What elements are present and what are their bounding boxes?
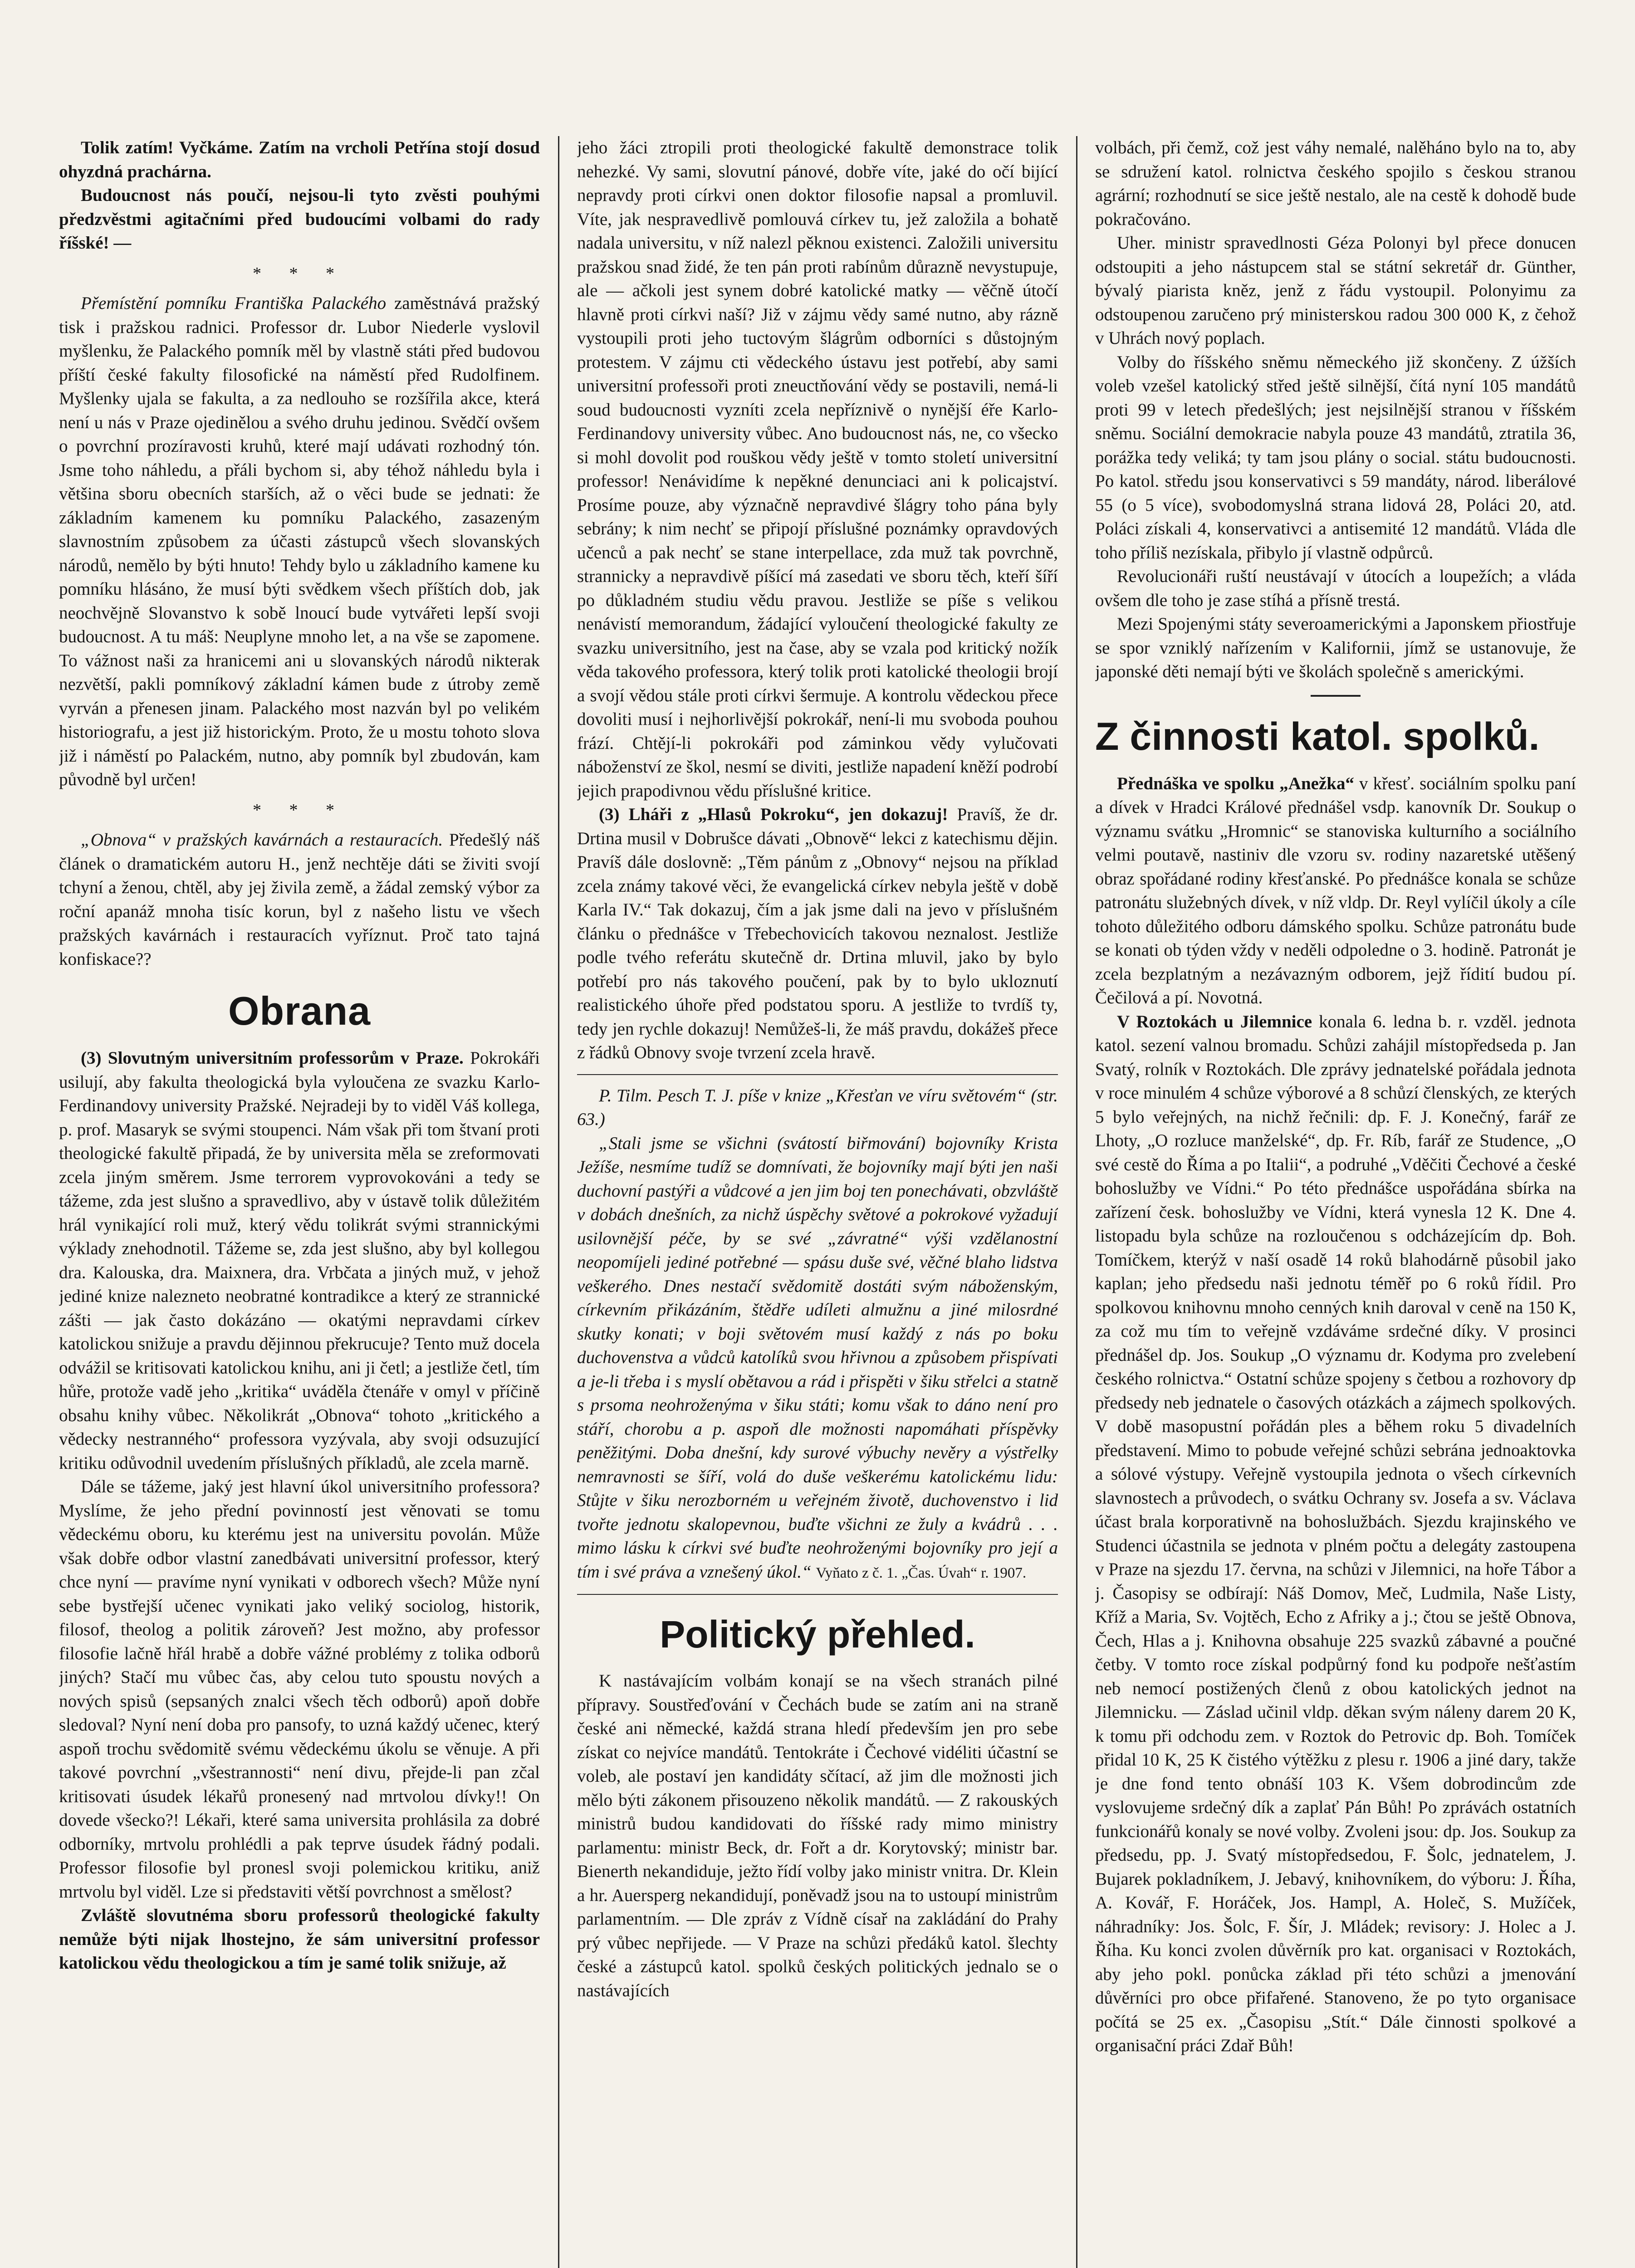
- german-elections-article: Volby do říšského sněmu německého již skončeny. Z úžších voleb vzešel katolický střed ještě silnější, čítá nyní 105 mandátů proti 99 v letech předešlých; jest nejsilnější stranou v říšském sněmu. Sociální demokracie nabyla pouze 43 mandátů, ztratila 36, porážka tedy veliká; ty tam jsou plány o social. státu budoucnosti. Po katol. středu jsou konservativci s 59 mandáty, národ. liberálové 55 (o 5 více), svobodomyslná strana lidová 28, Poláci 20, atd. Poláci získali 4, konservativci a antisemité 12 mandátů. Vláda dle toho příliš nezískala, přibylo jí vlastně odpůrců.: [1095, 352, 1576, 562]
- quote-text: [577, 1132, 1058, 1585]
- column-divider-1: [558, 136, 559, 2268]
- palacky-body: zaměstnává pražský tisk i pražskou radnici. Professor dr. Lubor Niederle vyslovil myšlenku, že Palackého pomník měl by vlastně státi před budovou příští české fakulty filosofické na náměstí před Rudolfinem. Myšlenky ujala se fakulta, a za nedlouho se rozšířila akce, která není u nás v Praze ojedinělou a svého druhu jedinou. Svědčí ovšem o povrchní prozíravosti kruhů, které mají udávati rozhodný tón. Jsme toho náhledu, a přáli bychom si, aby téhož náhledu byla i většina sboru obecních starších, až o věci bude se jednati: že základním kamenem ku pomníku Palackého, zasazeným slavnostním způsobem za účasti zástupců všech slovanských národů, nemělo by býti hnuto! Tehdy bylo u základního kamene ku pomníku hlásáno, že musí býti svědkem všech příštích dob, jak neochvějně Slovanstvo k sobě lnoucí bude vytvářeti lepší svoji budoucnost. A tu máš: Neuplyne mnoho let, a na vše se zapomene. To vážnost naši za hranicemi ani u slovanských národů nikterak nezvětší, pakli pomníkový základní kámen bude z útroby země vyrván a přenesen jinam. Palackého most nazván byl po velikém historiografu, a jest již historickým. Proto, že u mostu tohoto slova již i náměstí po Palackém, nutno, aby pomník byl zbudován, kam původně byl určen!: [59, 293, 540, 789]
- separator-stars: * * *: [253, 264, 346, 283]
- hlasy-pokroku-body: Pravíš, že dr. Drtina musil v Dobrušce dávati „Obnově“ lekci z katechismu dějin. Pravíš dále doslovně: „Těm pánům z „Obnovy“ nejsou na příklad zcela známy takové věci, že evangelická církev nebyla ještě v době Karla IV.“ Tak dokazuj, čím a jak jsme dali na jevo v příslušném článku o přednášce v Třebechovicích takovou neznalost. Jestliže podle tvého referátu skutečně dr. Drtina mluvil, jako by bylo potřebí pro nás takového poučení, pak by to bylo ukloznutí realistického úhoře před podstatou sporu. A jestliže to tvrdíš ty, tedy jen rychle dokazuj! Nemůžeš-li, že máš pravdu, dokážeš přece z řádků Obnovy svoje tvrzení zcela hravě.: [577, 805, 1058, 1062]
- professors-article-continued: jeho žáci ztropili proti theologické fakultě demonstrace tolik nehezké. Vy sami, slovutní pánové, dobře víte, jaké do očí bijící nepravdy proti církvi onen doktor filosofie napsal a promluvil. Víte, jak nespravedlivě pomlouvá církev tu, jež založila a bohatě nadala universitu, v níž nalezl pěknou existenci. Založili universitu pražskou snad židé, že ten pán proti rabínům důrazně nevystupuje, ale — ačkoli jest synem dobré katolické matky — věčně útočí hlavně proti církvi naší? Již v zájmu vědy samé nutno, aby rázně vystoupili proti jeho tuctovým šlágrům odborníci s důstojným protestem. V zájmu cti vědeckého ústavu jest potřebí, aby sami universitní professoři proti zneuctňování vědy se postavili, nemá-li soud budoucnosti vyzníti zcela nepříznivě o nynější éře Karlo-Ferdinandovy university vůbec. Ano budoucnost nás, ne, co všecko si mohl dovolit pod rouškou vědy ještě v tomto století universitní professor! Nenávidíme k nepěkné denunciaci ani k policajství. Prosíme pouze, aby význačně nepravdivé šlágry toho pána byly sebrány; k nim nechť se připojí příslušné poznámky opravdových učenců a pak nechť se stane interpellace, zda muž tak povrchně, strannicky a nepravdivě píšící má zasedati ve sboru těch, kteří šíří po důkladném studiu vědu pravou. Jestliže se píše s velikou nenávistí memorandum, žádající vyloučení theologické fakulty ze svazku universitního, jest na čase, aby se vzala pod kritický nožík věda takového professora, který tolik proti katolické theologii brojí a svojí vědou stále proti církvi šermuje. A kontrolu vědeckou přece dovoliti musí i nejhorlivější pokrokář, není-li mu svoboda pouhou frází. Chtějí-li pokrokáři pod záminkou vědy vylučovati náboženství ze škol, nesmí se diviti, jestliže napadení kněží podrobí jejich prapodivnou vědu příslušné kritice.: [577, 138, 1058, 801]
- quote-bottom-rule: [577, 1594, 1058, 1595]
- section-title-politicky-prehled: Politický přehled.: [660, 1613, 975, 1656]
- theology-lead: Zvláště slovutnéma sboru professorů theologické fakulty nemůže býti nijak lhostejno,: [59, 1906, 540, 1949]
- petrin-note: [59, 136, 540, 184]
- polonyi-article: Uher. ministr spravedlnosti Géza Polonyi byl přece donucen odstoupiti a jeho nástupcem stal se státní sekretář dr. Günther, bývalý piarista kněz, jenž z řádu vystoupil. Polonyimu za odstoupenou zaručeno prý ministerskou radou 300 000 K, z čehož v Uhrách nový poplach.: [1095, 233, 1576, 348]
- russian-revolutionaries-article: Revolucionáři ruští neustávají v útocích a loupežích; a vláda ovšem dle toho je zase stíhá a přísně trestá.: [1095, 567, 1576, 610]
- professors-body: Pokrokáři usilují, aby fakulta theologická byla vyloučena ze svazku Karlo-Ferdinandovy university Pražské. Nejradeji by to viděl Váš kollega, p. prof. Masaryk se svými stoupenci. Nám však při tom štvaní proti theologické fakultě připadá, že by universita měla se zreformovati zcela jiným směrem. Jsme terrorem vyprovokováni a tedy se tážeme, zda jest slušno a spravedlivo, aby v ústavě tolik důležitém hrál vynikající roli muž, který vědu tolikrát svými strannickými výklady znehodnotil. Tážeme se, zda jest slušno, aby byl kollegou dra. Kalouska, dra. Maixnera, dra. Vrbčata a jiných muž, v jehož jediné knize nalezneto neobratné kontradikce a který ze strannické zášti — jak často dokázáno — okatými nepravdami církev katolickou snižuje a pravdu dějinnou překrucuje? Tento muž docela odvážil se kritisovati katolickou knihu, ani ji četl; a jestliže četl, tím hůře, protože vadě jeho „kritika“ uváděla čtenáře v omyl v příčině obsahu knihy vůbec. Několikrát „Obnova“ tohoto „kritického a vědecky nestranného“ professora vyzývala, aby svoji odsuzující kritiku odůvodnil uvedením příslušných příkladů, ale zcela marně.: [59, 1048, 540, 1473]
- elections-article: K nastávajícím volbám konají se na všech stranách pilné přípravy. Soustřeďování v Čechách bude se zatím ani na straně české ani německé, každá strana hledí především jen pro sebe získat co nejvíce mandátů. Tentokráte i Čechové vidéliti účastní se voleb, ale postaví jen kandidáty sčítací, až jim dle možnosti jich mělo býti zákonem přisouzeno několik mandátů. — Z rakouských ministrů budou kandidovati do říšské rady mimo ministry parlamentu: ministr Beck, dr. Fořt a dr. Korytovský; ministr bar. Bienerth nekandiduje, ježto řídí volby jako ministr vnitra. Dr. Klein a hr. Auersperg nekandidují, poněvadž jsou na to ustoupí ministrům parlamentním. — Dle zpráv z Vídně císař na zakládání do Prahy prý vůbec nepřijede. — V Praze na schůzi předáků katol. šlechty české a zástupců katol. spolků českých politických jednalo se o nastávajících: [577, 1671, 1058, 2000]
- roztoky-article: [1095, 1010, 1576, 2058]
- column-1: [59, 136, 540, 2268]
- hlasy-pokroku-article: [577, 803, 1058, 1065]
- anezka-body: v křesť. sociálním spolku paní a dívek v Hradci Králové přednášel vsdp. kanovník Dr. Soukup o významu svátku „Hromnic“ se stanoviska kulturního a sociálního velmi poutavě, nastiniv dle vzoru sv. rodiny nazaretské utěšený obraz spořádané rodiny křesťanské. Po přednášce konala se schůze patronátu služebných dívek, v níž vldp. Dr. Reyl vylíčil úkoly a cíle tohoto důležitého odboru dámského spolku. Schůze patronátu bude se konati ob týden vždy v neděli odpoledne o 3. hodině. Patronát je zcela bezplatným a nezávazným odborem, jejž řídití budou pí. Čečilová a pí. Novotná.: [1095, 773, 1576, 1007]
- roztoky-body: konala 6. ledna b. r. vzděl. jednota katol. sezení valnou bromadu. Schůzi zahájil místopředseda p. Jan Svatý, rolník v Roztokách. Dle zprávy jednatelské pořádala jednota v roce minulém 4 schůze výborové a 8 schůzí členských, ze kterých 5 bylo veřejných, na nichž řečnili: dp. F. J. Konečný, farář ze Lhoty, „O rozluce manželské“, dp. Fr. Ríb, farář ze Studence, „O své cestě do Říma a po Italii“, a podruhé „Vděčiti Čechové a české bohoslužby ve Vídni.“ Po této přednášce uspořádána sbírka na zařízení česk. bohoslužby ve Vídni, která vynesla 12 K. Dne 4. listopadu byla schůze na rozloučenou s odcházejícím dp. Boh. Tomíčkem, kterýž v naší osadě 14 roků blahodárně působil jako kaplan; jeho předsedu naši jednotu téměř po 6 roků řídil. Pro spolkovou knihovnu mnoho cenných knih daroval v ceně na 150 K, za což mu tím to veřejně vzdáváme srdečné díky. V prosinci přednášel dp. Jos. Soukup „O významu dr. Kodyma pro zvelebení českého rolnictva.“ Ostatní schůze spojeny s četbou a rozhovory dp předsedy neb jednatele o časových otázkách a zájmech spolkových. V době masopustní pořádán ples a během roku 5 divadelních představení. Mimo to pobude veřejné schůzi sebrána jednoaktovka a sólové výstupy. Veřejně vystoupila jednota o všech církevních slavnostech a průvodech, o svátku Ochrany sv. Josefa a sv. Václava účast brala korporativně na bohoslužbách. Sjezdu krajinského ve Studenci účastnila se jednota v plném počtu a delegáty zastoupena v Praze na sjezdu 17. června, na schůzi v Jilemnici, na hoře Tábor a j. Časopisy se odbírají: Náš Domov, Meč, Ludmila, Naše Listy, Kříž a Maria, Sv. Vojtěch, Echo z Afriky a j.; čtou se ještě Obnova, Čech, Hlas a j. Knihovna obsahuje 225 svazků zábavné a poučné četby. V tomto roce získal podpůrný fond ku podpoře nešťastím neb nemocí postižených členů z obou katolických jednot na Jilemnicku. — Záslad učinil vldp. děkan svým náleny darem 20 K, k tomu při odchodu zem. v Roztok do Petrovic dp. Boh. Tomíček přidal 10 K, 25 K čistého výtěžku z plesu r. 1906 a jiné dary, takže je dne fond tento obnáší 103 K. Všem dobrodincům zde vyslovujeme srdečný dík a zaplať Pán Bůh! Po zprávách ostatních funkcionářů konaly se nové volby. Zvoleni jsou: dp. Jos. Soukup za předsedu, pp. J. Svatý místopředsedou, F. Šolc, jednatelem, J. Bujarek pokladníkem, J. Jebavý, knihovníkem, do výboru: J. Říha, A. Kovář, F. Horáček, Jos. Hampl, A. Holeč, S. Mužíček, náhradníky: Jos. Šolc, F. Šír, J. Mládek; revisory: J. Holec a J. Říha. Ku konci zvolen důvěrník pro kat. organisaci v Roztokách, aby jeho pokl. ponůcka základ při této schůzi a jmenování důvěrníci pro obce přifařené. Stanoveno, že po tyto organisace počítá se 25 ex. „Časopisu „Stít.“ Dále činnosti spolkové a organisační práci Zdař Bůh!: [1095, 1012, 1576, 2055]
- quote-intro: P. Tilm. Pesch T. J. píše v knize „Křesťan ve víru světovém“ (str. 63.): [577, 1085, 1058, 1129]
- professors-article-cont: Dále se tážeme, jaký jest hlavní úkol universitního professora? Myslíme, že jeho přední povinností jest věnovati se tomu vědeckému oboru, ku kterému jest na universitu povolán. Může však dobře odbor vlastní zanedbávati universitní professor, který chce nyní — pravíme nyní vynikati v odborech všech? Může nyní sebe bystřejší učenec vynikati jako veliký sociolog, historik, filosof, theolog a politik zároveň? Jest možno, aby professor filosofie lačně hřál hrabě a dobře vážné problémy z tolika odborů jiných? Stačí mu vůbec čas, aby celou tuto spoustu nových a nových spisů (sepsaných znalci všech těch odborů) apoň dobře sledoval? Nyní není doba pro pansofy, to uzná každý učenec, který aspoň trochu svědomitě svému vědeckému úkolu se věnuje. A při takové povrchní „všestrannosti“ není divu, přejde-li pan zčal kritisovati úsudek lékařů pronesený nad mrtvolou dívky!! On dovede všecko?! Lékaři, které sama universita prohlásila za dobré odborníky, mrtvolu prohlédli a pak teprve úsudek řádný podali. Professor filosofie byl pronesl svoji polemickou kritiku, aniž mrtvolu byl viděl. Lze si představiti větší povrchnost a smělost?: [59, 1477, 540, 1901]
- quote-top-rule: [577, 1074, 1058, 1075]
- pesch-quote: [577, 1084, 1058, 1585]
- column-2: [577, 136, 1058, 2268]
- section-title-cinnost-spolku: Z činnosti katol. spolků.: [1095, 714, 1540, 758]
- anezka-article: [1095, 772, 1576, 1010]
- roztoky-lead: V Roztokách u Jilemnice: [1117, 1012, 1312, 1031]
- professors-lead: (3) Slovutným universitním professorům v Praze.: [81, 1048, 464, 1068]
- hlasy-pokroku-lead: (3) Lháři z „Hlasů Pokroku“, jen dokazuj!: [599, 805, 948, 824]
- palacky-lead: Přemístění pomníku Františka Palackého: [81, 293, 387, 313]
- petrin-text: Tolik zatím! Vyčkáme. Zatím na vrcholi Petřína stojí dosud ohyzdná prachárna.: [59, 138, 540, 181]
- obnova-kavarny-article: [59, 828, 540, 971]
- anezka-lead: Přednáška ve spolku „Anežka“: [1117, 773, 1354, 793]
- newspaper-page: [59, 136, 1576, 2268]
- separator-stars: * * *: [253, 800, 346, 820]
- palacky-article: [59, 292, 540, 792]
- column-divider-2: [1076, 136, 1077, 2268]
- obnova-kavarny-body: Předešlý náš článek o dramatickém autoru H., jenž nechtěje dáti se živiti svojí tchyní a ženou, chtěl, aby jej živila země, a žádal zemský výbor za roční apanáž mnoha tisíc korun, byl z našeho listu ve všech pražských kavárnách i restauracích vyříznut. Proč tato tajná konfiskace??: [59, 830, 540, 969]
- quote-body: „Stali jsme se všichni (svátostí biřmování) bojovníky Krista Ježíše, nesmíme tudíž se domnívati, že bojovníky mají býti jen naši duchovní pastýři a vůdcové a jen jim boj ten ponechávati, obzvláště v dobách dnešních, za nichž úspěchy světové a pokrokové vyžadují usilovnější péče, by se své „závratné“ výši vzdělanostní neopomíjeli jediné potřebné — spásu duše své, věčné blaho lidstva veškerého. Dnes nestačí svědomitě dostáti svým náboženským, církevním přikázáním, štědře udíleti almužnu a jiné milosrdné skutky konati; v boji světovém musí každý z nás po boku duchovenstva a vůdců katolíků svou hřivnou a způsobem přispívati a je-li třeba i s myslí obětavou a rád i přispěti v šiku střelci a statně s prsoma neohroženýma v šiku státi; komu však to dáno není pro stáří, chorobu a p. aspoň dle možnosti napomáhati příspěvky peněžitými. Doba dnešní, kdy surové výbuchy nevěry a výstřelky nemravnosti se šíří, volá do duše veškerému katolickému lidu: Stůjte v šiku nerozborném u veřejném životě, duchovenstvo i lid tvořte jednotu skalopevnou, buďte všichni ze žuly a kvádrů . . . mimo lásku k církvi své buďte neohroženými bojovníky pro její a tím i své práva a vznešený úkol.“: [577, 1133, 1058, 1582]
- elections-article-continued: volbách, při čemž, což jest váhy nemalé, nalěháno bylo na to, aby se sdružení katol. rolnictva českého spojilo s českou stranou agrární; rozhodnutí se sice ještě nestalo, ale na cestě k dohodě bude pokračováno.: [1095, 138, 1576, 229]
- quote-source: Vyňato z č. 1. „Čas. Úvah“ r. 1907.: [816, 1564, 1027, 1581]
- professors-article: [59, 1046, 540, 1475]
- section-dash: [1311, 695, 1361, 697]
- future-note: Budoucnost nás poučí, nejsou-li tyto zvěsti pouhými předzvěstmi agitačními před budoucími volbami do rady říšské! —: [59, 186, 540, 253]
- column-3: [1095, 136, 1576, 2268]
- theology-faculty-paragraph: [59, 1904, 540, 1975]
- section-title-obrana: Obrana: [228, 988, 371, 1033]
- obnova-kavarny-lead: „Obnova“ v pražských kavárnách a restauracích.: [81, 830, 443, 850]
- us-japan-article: Mezi Spojenými státy severoamerickými a Japonskem přiostřuje se spor vzniklý nařízením v Kalifornii, jímž se ustanovuje, že japonské děti nemají býti ve školách společně s americkými.: [1095, 614, 1576, 681]
- theology-body: že sám universitní professor katolickou vědu theologickou a tím je samé tolik snižuje, až: [59, 1929, 540, 1973]
